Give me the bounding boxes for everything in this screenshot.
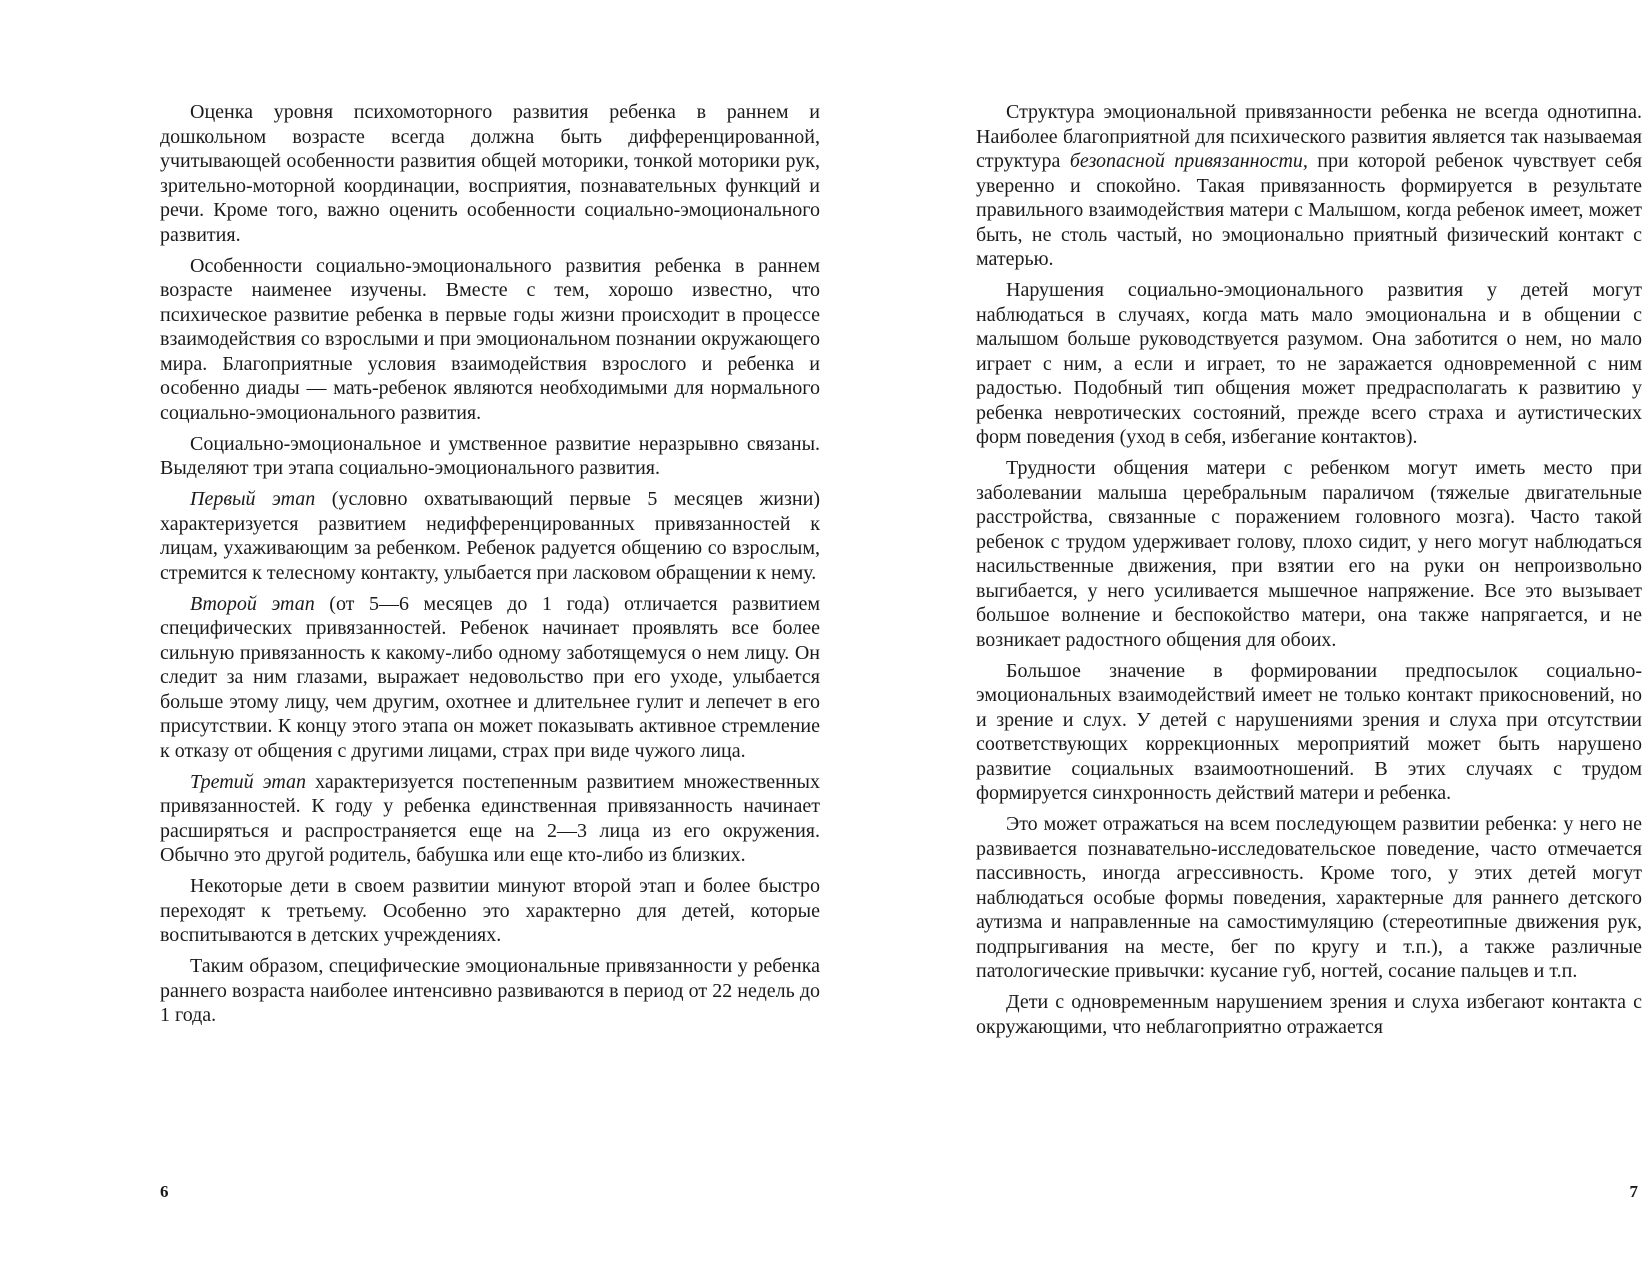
page-number: 7 [1629, 1182, 1638, 1201]
paragraph-stage-1: Первый этап (условно охватывающий первые 5 месяцев жизни) характеризуется развитием недифференцированных привязанностей к лицам, ухаживающим за ребенком. Ребенок радуется общению со взрослым, стремится к телесному контакту, улыбается при ласковом обращении к нему. [160, 488, 820, 584]
paragraph-stage-2: Второй этап (от 5—6 месяцев до 1 года) отличается развитием специфических привязанностей. Ребенок начинает проявлять все более сильную привязанность к какому-либо одному заботящемуся о нем лицу. Он следит за ним глазами, выражает недовольство при его уходе, улыбается больше этому лицу, чем другим, охотнее и длительнее гулит и лепечет в его присутствии. К концу этого этапа он может показывать активное стремление к отказу от общения с другими лицами, страх при виде чужого лица. [160, 592, 820, 762]
right-text-column [976, 100, 1642, 1046]
paragraph: Нарушения социально-эмоционального развития у детей могут наблюдаться в случаях, когда мать мало эмоциональна и в общении с малышом больше руководствуется разумом. Она заботится о нем, но мало играет с ним, а если и играет, то не заражается одновременной с ним радостью. Подобный тип общения может предрасполагать к развитию у ребенка невротических состояний, прежде всего страха и аутистических форм поведения (уход в себя, избегание контактов). [976, 279, 1642, 448]
paragraph: Это может отражаться на всем последующем развитии ребенка: у него не развивается познавательно-исследовательское поведение, часто отмечается пассивность, иногда агрессивность. Кроме того, у этих детей могут наблюдаться особые формы поведения, характерные для раннего детского аутизма и направленные на самостимуляцию (стереотипные движения рук, подпрыгивания на месте, бег по кругу и т.п.), а также различные патологические привычки: кусание губ, ногтей, сосание пальцев и т.п. [976, 813, 1642, 982]
page-number: 6 [160, 1182, 169, 1201]
stage-heading: Первый этап [190, 488, 316, 510]
stage-heading: Второй этап [190, 592, 315, 615]
paragraph: Структура эмоциональной привязанности ребенка не всегда однотипна. Наиболее благоприятной для психического развития является так называемая структура безопасной привязанности, при которой ребенок чувствует себя уверенно и спокойно. Такая привязанность формируется в результате правильного взаимодействия матери с Малышом, когда ребенок имеет, может быть, не столь частый, но эмоционально приятный физический контакт с матерью. [976, 101, 1642, 270]
italic-term: безопасной привязанности, [1069, 150, 1308, 172]
stage-heading: Третий этап [190, 770, 307, 793]
paragraph: Особенности социально-эмоционального развития ребенка в раннем возрасте наименее изучены. Вместе с тем, хорошо известно, что психическое развитие ребенка в первые годы жизни происходит в процессе взаимодействия со взрослыми и при эмоциональном познании окружающего мира. Благоприятные условия взаимодействия взрослого и ребенка и особенно диады — мать-ребенок являются необходимыми для нормального социально-эмоционального развития. [160, 254, 820, 424]
paragraph: Социально-эмоциональное и умственное развитие неразрывно связаны. Выделяют три этапа социально-эмоционального развития. [160, 432, 820, 479]
paragraph: Большое значение в формировании предпосылок социально-эмоциональных взаимодействий имеет не только контакт прикосновений, но и зрение и слух. У детей с нарушениями зрения и слуха при отсутствии соответствующих коррекционных мероприятий может быть нарушено развитие социальных взаимоотношений. В этих случаях с трудом формируется синхронность действий матери и ребенка. [976, 659, 1642, 804]
right-page [826, 0, 1652, 1271]
paragraph: Таким образом, специфические эмоциональные привязанности у ребенка раннего возраста наиболее интенсивно развиваются в период от 22 недель до 1 года. [160, 955, 820, 1026]
paragraph: Трудности общения матери с ребенком могут иметь место при заболевании малыша церебральным параличом (тяжелые двигательные расстройства, связанные с поражением головного мозга). Часто такой ребенок с трудом удерживает голову, плохо сидит, у него могут наблюдаться насильственные движения, при взятии его на руки он непроизвольно выгибается, у него усиливается мышечное напряжение. Все это вызывает большое волнение и беспокойство матери, она также напрягается, и не возникает радостного общения для обоих. [976, 457, 1642, 651]
paragraph: Дети с одновременным нарушением зрения и слуха избегают контакта с окружающими, что неблагоприятно отражается [976, 991, 1642, 1038]
left-text-column [160, 100, 820, 1034]
paragraph: Некоторые дети в своем развитии минуют второй этап и более быстро переходят к третьему. Особенно это характерно для детей, которые воспитываются в детских учреждениях. [160, 875, 820, 946]
paragraph: Оценка уровня психомоторного развития ребенка в раннем и дошкольном возрасте всегда должна быть дифференцированной, учитывающей особенности развития общей моторики, тонкой моторики рук, зрительно-моторной координации, восприятия, познавательных функций и речи. Кроме того, важно оценить особенности социально-эмоционального развития. [160, 101, 820, 246]
paragraph-stage-3: Третий этап характеризуется постепенным развитием множественных привязанностей. К году у ребенка единственная привязанность начинает расширяться и распространяется еще на 2—3 лица из его окружения. Обычно это другой родитель, бабушка или еще кто-либо из близких. [160, 770, 820, 866]
